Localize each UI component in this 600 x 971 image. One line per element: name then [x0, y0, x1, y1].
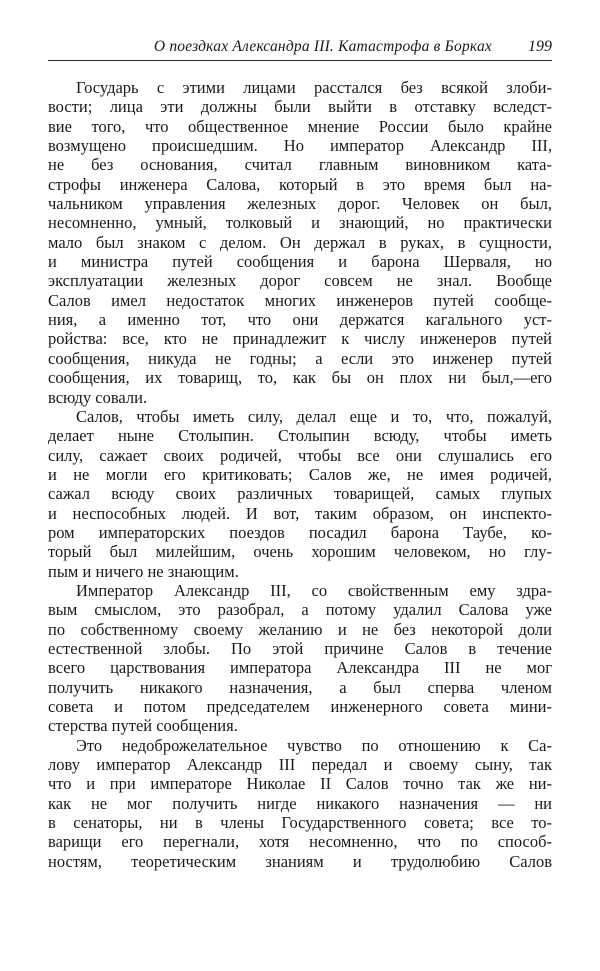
text-line: строфы инженера Салова, который в это время был на- [48, 174, 552, 194]
text-line: и неспособных людей. И вот, таким образом, он инспекто- [48, 503, 552, 523]
text-line: и не могли его критиковать; Салов же, не имея родичей, [48, 464, 552, 484]
text-line: и министра путей сообщения и барона Шерваля, но [48, 252, 552, 272]
text-line: вым смыслом, это разобрал, а потому удалил Салова уже [48, 600, 552, 620]
text-line: получить никакого назначения, а был сперва членом [48, 677, 552, 697]
text-line: как не мог получить нигде никакого назначения — ни [48, 793, 552, 813]
text-line: по собственному своему желанию и не без некоторой доли [48, 619, 552, 639]
text-line: мало был знаком с делом. Он держал в руках, в сущности, [48, 232, 552, 252]
paragraph-3 [48, 581, 552, 736]
text-line: Салов, чтобы иметь силу, делал еще и то, что, пожалуй, [76, 406, 552, 426]
text-line: торый был милейшим, очень хорошим человеком, но глу- [48, 542, 552, 562]
text-line: Государь с этими лицами расстался без всякой злоби- [76, 78, 552, 97]
text-line: ностям, теоретическим знаниям и трудолюбию Салов [48, 851, 552, 871]
paragraph-4 [48, 736, 552, 871]
text-line: эксплуатации железных дорог совсем не знал. Вообще [48, 271, 552, 291]
text-line: лову император Александр III передал и своему сыну, так [48, 755, 552, 775]
text-line: Это недоброжелательное чувство по отношению к Са- [76, 735, 552, 755]
running-title: О поездках Александра III. Катастрофа в Борках [153, 38, 492, 55]
text-line: Салов имел недостаток многих инженеров путей сообще- [48, 290, 552, 310]
text-line: возмущено происшедшим. Но император Александр III, [48, 136, 552, 156]
text-line: естественной злобы. По этой причине Салов в течение [48, 638, 552, 658]
running-header [48, 38, 552, 61]
text-line: сажал всюду своих различных товарищей, самых глупых [48, 484, 552, 504]
text-line: всего царствования императора Александра III не мог [48, 658, 552, 678]
text-line: несомненно, умный, толковый и знающий, но практически [48, 213, 552, 233]
text-line: пым и ничего не знающим. [48, 561, 239, 581]
text-line: вие того, что общественное мнение России было крайне [48, 116, 552, 136]
paragraph-2 [48, 407, 552, 581]
page-number: 199 [528, 38, 552, 55]
text-line: сообщения, никуда не годны; а если это инженер путей [48, 348, 552, 368]
text-line: в сенаторы, ни в члены Государственного совета; все то- [48, 813, 552, 833]
text-line: что и при императоре Николае II Салов точно так же ни- [48, 774, 552, 794]
text-line: ния, а именно тот, что они держатся кагального уст- [48, 310, 552, 330]
text-line: сообщения, их товарищ, то, как бы он плох ни был,—его [48, 368, 552, 388]
text-line: Император Александр III, со свойственным ему здра- [76, 580, 552, 600]
text-line: стерства путей сообщения. [48, 716, 238, 736]
text-line: ройства: все, кто не принадлежит к числу инженеров путей [48, 329, 552, 349]
text-line: делает ныне Столыпин. Столыпин всюду, чтобы иметь [48, 426, 552, 446]
text-line: совета и потом председателем инженерного совета мини- [48, 697, 552, 716]
paragraph-1 [48, 78, 552, 407]
text-line: силу, сажает своих родичей, чтобы все они слушались его [48, 445, 552, 465]
text-line: чальником управления железных дорог. Человек он был, [48, 194, 552, 214]
text-line: всюду совали. [48, 387, 148, 407]
text-line: ром императорских поездов посадил барона Таубе, ко- [48, 522, 552, 542]
text-line: не без основания, считал главным виновником ката- [48, 155, 552, 175]
text-line: вости; лица эти должны были выйти в отставку вследст- [48, 97, 552, 117]
text-line: варищи его перегнали, хотя несомненно, что по способ- [48, 832, 552, 852]
body-text [48, 78, 552, 871]
